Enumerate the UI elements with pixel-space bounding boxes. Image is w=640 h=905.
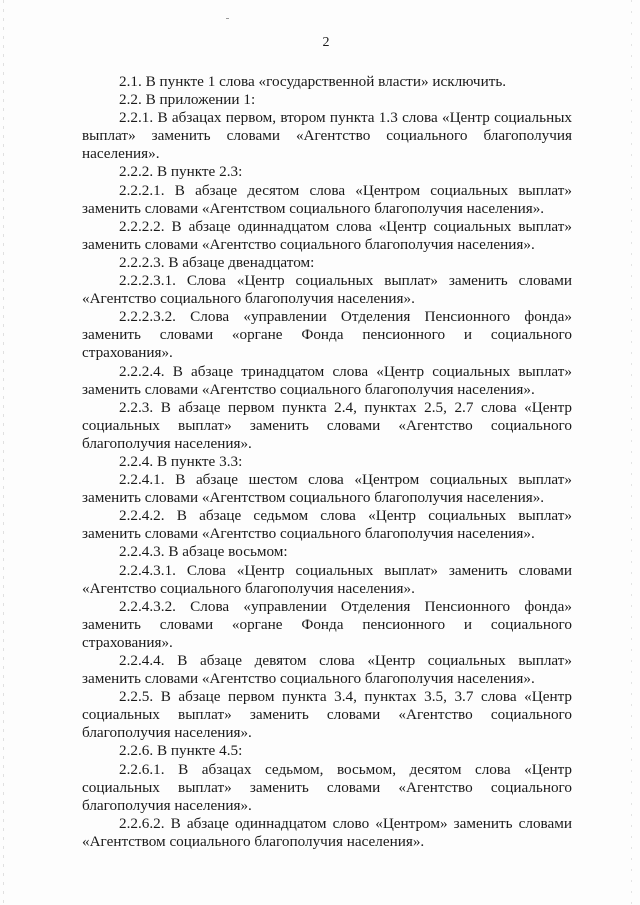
paragraph-2-2-2-4: 2.2.2.4. В абзаце тринадцатом слова «Центр социальных выплат» заменить словами «Агентство социального благополучия населения».: [82, 362, 572, 398]
scan-edge-right: [631, 0, 632, 905]
paragraph-2-2-6-2: 2.2.6.2. В абзаце одиннадцатом слово «Центром» заменить словами «Агентством социального благополучия населения».: [82, 814, 572, 850]
paragraph-2-2-2: 2.2.2. В пункте 2.3:: [119, 163, 243, 181]
paragraph-2-2-4-2: 2.2.4.2. В абзаце седьмом слова «Центр социальных выплат» заменить словами «Агентство социального благополучия населения».: [82, 507, 572, 543]
paragraph-2-1: 2.1. В пункте 1 слова «государственной власти» исключить.: [119, 73, 507, 90]
paragraph-2-2-6: 2.2.6. В пункте 4.5:: [119, 742, 243, 760]
paragraph-2-2-2-3: 2.2.2.3. В абзаце двенадцатом:: [119, 253, 315, 271]
paragraph-2-2-4-4: 2.2.4.4. В абзаце девятом слова «Центр социальных выплат» заменить словами «Агентство социального благополучия населения».: [82, 652, 572, 688]
paragraph-2-2-2-3-2: 2.2.2.3.2. Слова «управлении Отделения Пенсионного фонда» заменить словами «органе Фонда пенсионного и социального страхования».: [82, 308, 572, 362]
paragraph-2-2-3: 2.2.3. В абзаце первом пункта 2.4, пунктах 2.5, 2.7 слова «Центр социальных выплат» заменить словами «Агентство социального благополучия населения».: [82, 398, 572, 452]
page-number: 2: [322, 35, 330, 50]
paragraph-2-2-2-1: 2.2.2.1. В абзаце десятом слова «Центром социальных выплат» заменить словами «Агентством социального благополучия населения».: [82, 181, 572, 217]
paragraph-2-2: 2.2. В приложении 1:: [119, 91, 256, 109]
paragraph-2-2-2-2: 2.2.2.2. В абзаце одиннадцатом слова «Центр социальных выплат» заменить словами «Агентство социального благополучия населения».: [82, 217, 572, 253]
paragraph-2-2-2-3-1: 2.2.2.3.1. Слова «Центр социальных выплат» заменить словами «Агентство социального благополучия населения».: [82, 272, 572, 308]
paragraph-2-2-4-3-1: 2.2.4.3.1. Слова «Центр социальных выплат» заменить словами «Агентство социального благополучия населения».: [82, 561, 572, 597]
paragraph-2-2-4-1: 2.2.4.1. В абзаце шестом слова «Центром социальных выплат» заменить словами «Агентством социального благополучия населения».: [82, 471, 572, 507]
paragraph-2-2-4: 2.2.4. В пункте 3.3:: [119, 452, 243, 470]
scan-edge-left: [3, 0, 4, 905]
scan-speck: [226, 18, 229, 19]
document-body: [82, 73, 572, 851]
paragraph-2-2-5: 2.2.5. В абзаце первом пункта 3.4, пунктах 3.5, 3.7 слова «Центр социальных выплат» заменить словами «Агентство социального благополучия населения».: [82, 688, 572, 742]
paragraph-2-2-6-1: 2.2.6.1. В абзацах седьмом, восьмом, десятом слова «Центр социальных выплат» заменить словами «Агентство социального благополучия населения».: [82, 760, 572, 814]
paragraph-2-2-4-3-2: 2.2.4.3.2. Слова «управлении Отделения Пенсионного фонда» заменить словами «органе Фонда пенсионного и социального страхования».: [82, 597, 572, 651]
paragraph-2-2-1: 2.2.1. В абзацах первом, втором пункта 1.3 слова «Центр социальных выплат» заменить словами «Агентство социального благополучия населения».: [82, 109, 572, 163]
paragraph-2-2-4-3: 2.2.4.3. В абзаце восьмом:: [119, 543, 288, 561]
